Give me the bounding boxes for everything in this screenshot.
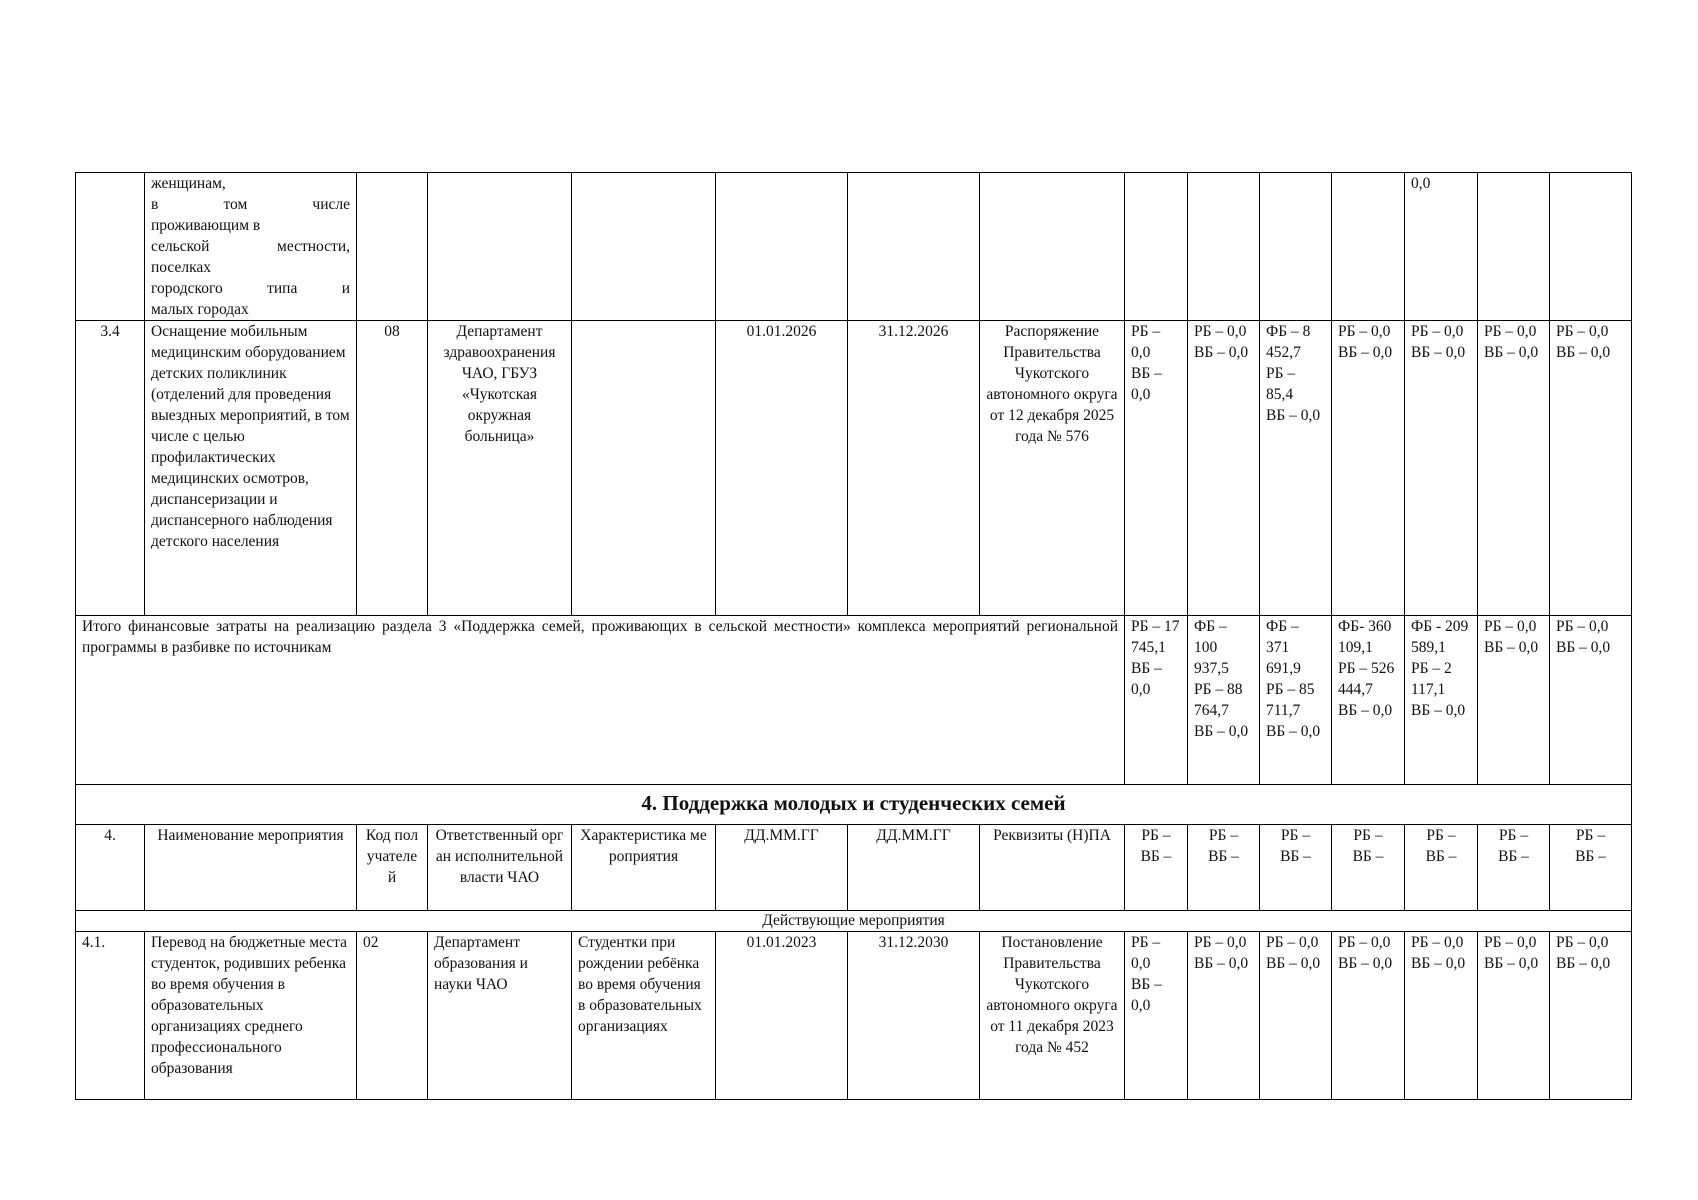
fin-entry: ВБ – 0,0 bbox=[1411, 344, 1466, 361]
cell-fin bbox=[1405, 932, 1478, 1100]
cell-fin bbox=[1188, 932, 1260, 1100]
table-row-total-3 bbox=[76, 616, 1632, 785]
fin-entry: ВБ – 0,0 bbox=[1266, 955, 1321, 972]
fin-entry: ВБ – 0,0 bbox=[1131, 660, 1162, 698]
fin-entry: РБ – 17 745,1 bbox=[1131, 618, 1180, 656]
fin-entry: РБ – 2 117,1 bbox=[1411, 660, 1452, 698]
header-fin: РБ – ВБ – bbox=[1478, 825, 1550, 911]
cell-fin bbox=[1260, 616, 1332, 785]
fin-entry: РБ – 0,0 bbox=[1484, 618, 1537, 635]
section-title-row bbox=[76, 785, 1632, 825]
cell-num: 4.1. bbox=[76, 932, 145, 1100]
fin-entry: РБ – 0,0 bbox=[1556, 618, 1609, 635]
cell-num bbox=[76, 173, 145, 321]
cell-fin bbox=[1405, 321, 1478, 616]
fin-entry: ВБ – 0,0 bbox=[1338, 702, 1393, 719]
fin-entry: РБ – 0,0 bbox=[1194, 934, 1247, 951]
fin-entry: ВБ – 0,0 bbox=[1131, 976, 1162, 1014]
cell-fin bbox=[1125, 616, 1188, 785]
cell-characteristic bbox=[572, 321, 716, 616]
fin-entry: ФБ – 8 452,7 bbox=[1266, 323, 1311, 361]
fin-entry: РБ – 0,0 bbox=[1411, 323, 1464, 340]
cell-num: 3.4 bbox=[76, 321, 145, 616]
cell-fin bbox=[1125, 932, 1188, 1100]
cell-fin bbox=[1188, 321, 1260, 616]
total-label: Итого финансовые затраты на реализацию раздела 3 «Поддержка семей, проживающих в сельской местности» комплекса мероприятий региональной программы в разбивке по источникам bbox=[76, 616, 1125, 785]
subheader-row bbox=[76, 911, 1632, 932]
cell-name: Оснащение мобильным медицинским оборудованием детских поликлиник (отделений для проведения выездных мероприятий, в том числе с целью профилактических медицинских осмотров, диспансеризации и диспансерного наблюдения детского населения bbox=[145, 321, 357, 616]
fin-entry: РБ – 0,0 bbox=[1411, 934, 1464, 951]
fin-entry: РБ – 88 764,7 bbox=[1194, 681, 1243, 719]
header-start-date: ДД.ММ.ГГ bbox=[716, 825, 848, 911]
fin-entry: ВБ – 0,0 bbox=[1556, 639, 1611, 656]
cell-fin bbox=[1332, 321, 1405, 616]
fin-entry: ВБ – 0,0 bbox=[1131, 365, 1162, 403]
header-num: 4. bbox=[76, 825, 145, 911]
header-end-date: ДД.ММ.ГГ bbox=[848, 825, 980, 911]
cell-fin bbox=[1550, 616, 1632, 785]
cell-start-date: 01.01.2026 bbox=[716, 321, 848, 616]
cell-fin bbox=[1478, 616, 1550, 785]
cell-name: Перевод на бюджетные места студенток, родивших ребенка во время обучения в образовательных организациях среднего профессионального образования bbox=[145, 932, 357, 1100]
header-fin: РБ – ВБ – bbox=[1332, 825, 1405, 911]
cell-npa: Распоряжение Правительства Чукотского автономного округа от 12 декабря 2025 года № 576 bbox=[980, 321, 1125, 616]
fin-entry: ВБ – 0,0 bbox=[1411, 702, 1466, 719]
fin-entry: ВБ – 0,0 bbox=[1338, 955, 1393, 972]
fin-entry: РБ – 0,0 bbox=[1194, 323, 1247, 340]
fin-entry: ВБ – 0,0 bbox=[1194, 955, 1249, 972]
cell-fin-y5: 0,0 bbox=[1405, 173, 1478, 321]
header-org: Ответственный орган исполнительной власти ЧАО bbox=[428, 825, 572, 911]
subheader-active-measures: Действующие мероприятия bbox=[76, 911, 1632, 932]
cell-org: Департамент здравоохранения ЧАО, ГБУЗ «Чукотская окружная больница» bbox=[428, 321, 572, 616]
cell-code: 02 bbox=[357, 932, 428, 1100]
header-fin: РБ – ВБ – bbox=[1550, 825, 1632, 911]
fin-entry: РБ – 0,0 bbox=[1556, 323, 1609, 340]
fin-entry: ФБ – 100 937,5 bbox=[1194, 618, 1229, 677]
section-header-row bbox=[76, 825, 1632, 911]
cell-start-date: 01.01.2023 bbox=[716, 932, 848, 1100]
cell-npa: Постановление Правительства Чукотского автономного округа от 11 декабря 2023 года № 452 bbox=[980, 932, 1125, 1100]
fin-entry: РБ – 0,0 bbox=[1556, 934, 1609, 951]
header-characteristic: Характеристика мероприятия bbox=[572, 825, 716, 911]
fin-entry: ФБ- 360 109,1 bbox=[1338, 618, 1392, 656]
table-row-continuation bbox=[76, 173, 1632, 321]
cell-fin bbox=[1332, 932, 1405, 1100]
fin-entry: РБ – 0,0 bbox=[1484, 323, 1537, 340]
fin-entry: РБ – 85,4 bbox=[1266, 365, 1296, 403]
fin-entry: РБ – 0,0 bbox=[1266, 934, 1319, 951]
cell-fin bbox=[1550, 932, 1632, 1100]
fin-entry: РБ – 526 444,7 bbox=[1338, 660, 1395, 698]
fin-entry: ВБ – 0,0 bbox=[1194, 344, 1249, 361]
cell-fin bbox=[1332, 616, 1405, 785]
fin-entry: ВБ – 0,0 bbox=[1266, 407, 1321, 424]
cell-org: Департамент образования и науки ЧАО bbox=[428, 932, 572, 1100]
fin-entry: ВБ – 0,0 bbox=[1194, 723, 1249, 740]
cell-characteristic: Студентки при рождении ребёнка во время обучения в образовательных организациях bbox=[572, 932, 716, 1100]
header-fin: РБ – ВБ – bbox=[1188, 825, 1260, 911]
header-code: Код получателей bbox=[357, 825, 428, 911]
fin-entry: РБ – 0,0 bbox=[1484, 934, 1537, 951]
fin-entry: ФБ – 371 691,9 bbox=[1266, 618, 1301, 677]
fin-entry: РБ – 0,0 bbox=[1338, 934, 1391, 951]
table-row-3-4 bbox=[76, 321, 1632, 616]
fin-entry: ВБ – 0,0 bbox=[1484, 955, 1539, 972]
header-fin: РБ – ВБ – bbox=[1260, 825, 1332, 911]
cell-end-date: 31.12.2026 bbox=[848, 321, 980, 616]
cell-fin bbox=[1260, 932, 1332, 1100]
table-row-4-1 bbox=[76, 932, 1632, 1100]
cell-fin bbox=[1478, 932, 1550, 1100]
cell-fin bbox=[1125, 321, 1188, 616]
fin-entry: РБ – 85 711,7 bbox=[1266, 681, 1315, 719]
measures-table bbox=[75, 172, 1632, 1100]
fin-entry: ВБ – 0,0 bbox=[1266, 723, 1321, 740]
cell-end-date: 31.12.2030 bbox=[848, 932, 980, 1100]
fin-entry: ВБ – 0,0 bbox=[1484, 344, 1539, 361]
cell-fin bbox=[1478, 321, 1550, 616]
cell-fin bbox=[1260, 321, 1332, 616]
header-name: Наименование мероприятия bbox=[145, 825, 357, 911]
fin-entry: ФБ - 209 589,1 bbox=[1411, 618, 1469, 656]
cell-fin bbox=[1188, 616, 1260, 785]
fin-entry: ВБ – 0,0 bbox=[1556, 955, 1611, 972]
section-title: 4. Поддержка молодых и студенческих семей bbox=[76, 785, 1632, 825]
header-fin: РБ – ВБ – bbox=[1125, 825, 1188, 911]
fin-entry: РБ – 0,0 bbox=[1131, 323, 1161, 361]
fin-entry: ВБ – 0,0 bbox=[1484, 639, 1539, 656]
fin-entry: РБ – 0,0 bbox=[1338, 323, 1391, 340]
header-fin: РБ – ВБ – bbox=[1405, 825, 1478, 911]
header-npa: Реквизиты (Н)ПА bbox=[980, 825, 1125, 911]
cell-code: 08 bbox=[357, 321, 428, 616]
fin-entry: ВБ – 0,0 bbox=[1556, 344, 1611, 361]
fin-entry: РБ – 0,0 bbox=[1131, 934, 1161, 972]
fin-entry: ВБ – 0,0 bbox=[1338, 344, 1393, 361]
cell-fin bbox=[1550, 321, 1632, 616]
cell-name: женщинам, в том числе проживающим в сельской местности, поселках городского типа и малых городах bbox=[145, 173, 357, 321]
cell-fin bbox=[1405, 616, 1478, 785]
fin-entry: ВБ – 0,0 bbox=[1411, 955, 1466, 972]
